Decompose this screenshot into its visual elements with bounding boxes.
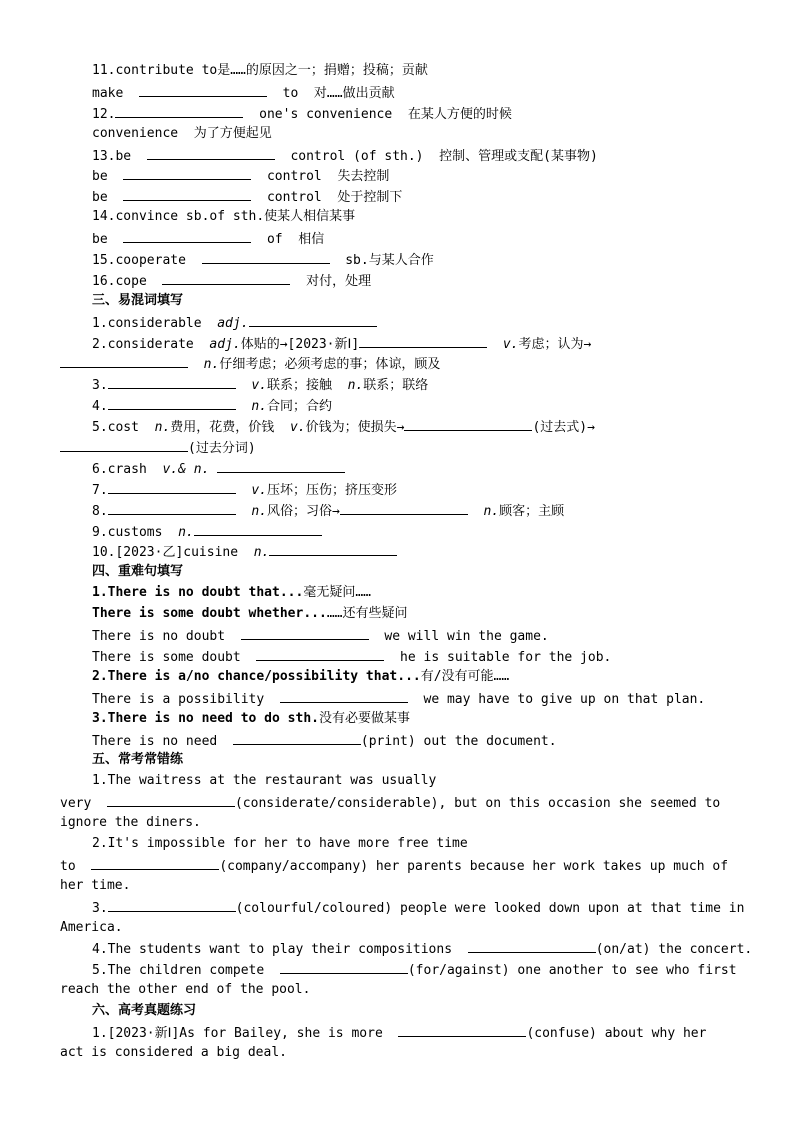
text: n. — [203, 357, 220, 373]
s5-q2-end — [60, 876, 736, 897]
fill-blank[interactable] — [108, 500, 236, 515]
text: (confuse) about why her — [526, 1025, 707, 1041]
section-heading: 四、重难句填写 — [92, 564, 184, 580]
fill-blank[interactable] — [108, 897, 236, 912]
item-13 — [60, 145, 736, 166]
text: 1.There is no doubt that... — [92, 585, 304, 601]
text: 3. — [92, 378, 108, 394]
fill-blank[interactable] — [194, 521, 322, 536]
text: There is no need — [92, 733, 218, 749]
s3-item-10 — [60, 541, 736, 562]
fill-blank[interactable] — [162, 270, 290, 285]
text: v. — [251, 482, 267, 498]
text: 2.There is a/no chance/possibility that... — [92, 668, 421, 684]
s6-q1-end — [60, 1043, 736, 1064]
text: n. — [154, 420, 171, 436]
text: control 处于控制下 — [266, 190, 403, 206]
text: v. — [502, 336, 519, 352]
s3-item-9 — [60, 521, 736, 542]
section-heading: 三、易混词填写 — [92, 292, 184, 308]
s3-item-3 — [60, 374, 736, 395]
fill-blank[interactable] — [107, 792, 235, 807]
text: (company/accompany) her parents because her work takes up much of — [219, 858, 729, 874]
text: 2.considerate — [92, 336, 194, 352]
text: 仔细考虑；必须考虑的事；体谅，顾及 — [219, 357, 441, 373]
s5-q3-end — [60, 918, 736, 939]
fill-blank[interactable] — [108, 395, 236, 410]
text: 风俗；习俗→ — [266, 503, 340, 519]
text: 2.It's impossible for her to have more free time — [92, 835, 468, 851]
text: 4. — [92, 399, 108, 415]
text: 10.[2023·乙]cuisine — [92, 545, 239, 561]
s3-item-2-cont — [60, 353, 736, 374]
text: 16.cope — [92, 273, 147, 289]
item-14-convinced — [60, 228, 736, 249]
section-heading: 六、高考真题练习 — [92, 1003, 197, 1019]
text: very — [60, 796, 92, 812]
text: sb.与某人合作 — [345, 253, 434, 269]
s4-sentence-1b — [60, 604, 736, 625]
text: 9.customs — [92, 524, 163, 540]
text: 12. — [92, 106, 116, 122]
text: 14.convince sb.of sth.使某人相信某事 — [92, 209, 356, 225]
fill-blank[interactable] — [115, 103, 243, 118]
text: 1.The waitress at the restaurant was usually — [92, 773, 437, 789]
worksheet-content — [60, 61, 753, 1064]
text: n. — [347, 378, 364, 394]
s4-example-3 — [60, 688, 736, 709]
s3-item-2 — [60, 333, 736, 354]
text: reach the other end of the pool. — [60, 982, 311, 998]
text: 价钱为；使损失→ — [305, 420, 405, 436]
text: (过去分词) — [188, 441, 256, 457]
text: control 失去控制 — [266, 169, 390, 185]
text: be — [92, 232, 108, 248]
text: 费用，花费，价钱 — [170, 420, 275, 436]
s5-q3 — [60, 897, 745, 918]
text: act is considered a big deal. — [60, 1044, 287, 1060]
section-heading: 五、常考常错练 — [92, 752, 184, 768]
text: adj. — [209, 336, 241, 352]
text: her time. — [60, 877, 131, 893]
text: control (of sth.) 控制、管理或支配(某事物) — [290, 148, 598, 164]
text: 6.crash — [92, 461, 147, 477]
text: v. — [251, 378, 267, 394]
fill-blank[interactable] — [359, 333, 487, 348]
text: 1.considerable — [92, 315, 202, 331]
text: 5.The children compete — [92, 963, 265, 979]
text: There is no doubt — [92, 629, 226, 645]
fill-blank[interactable] — [404, 416, 532, 431]
text: 7. — [92, 482, 108, 498]
fill-blank[interactable] — [108, 479, 236, 494]
text: to 对……做出贡献 — [282, 85, 395, 101]
text: v. — [289, 420, 306, 436]
text: 联系；接触 — [266, 378, 332, 394]
fill-blank[interactable] — [269, 541, 397, 556]
fill-blank[interactable] — [280, 959, 408, 974]
s6-q1 — [60, 1022, 736, 1043]
text: be — [92, 190, 108, 206]
fill-blank[interactable] — [123, 228, 251, 243]
fill-blank[interactable] — [241, 625, 369, 640]
text: 1.[2023·新Ⅰ]As for Bailey, she is more — [92, 1025, 383, 1041]
text: we may have to give up on that plan. — [423, 691, 706, 707]
text: n. — [251, 399, 267, 415]
text: n. — [483, 503, 500, 519]
fill-blank[interactable] — [202, 249, 330, 264]
item-13-under — [60, 186, 736, 207]
s5-q2-cont — [60, 855, 736, 876]
text: of 相信 — [266, 232, 325, 248]
s5-q5 — [60, 959, 736, 980]
text: 考虑；认为→ — [518, 336, 592, 352]
text: v.& n. — [162, 461, 210, 477]
s5-q1-end — [60, 813, 736, 834]
fill-blank[interactable] — [139, 82, 267, 97]
fill-blank[interactable] — [217, 458, 345, 473]
fill-blank[interactable] — [60, 437, 188, 452]
item-13-out — [60, 165, 736, 186]
fill-blank[interactable] — [233, 730, 361, 745]
text: 合同；合约 — [266, 399, 332, 415]
text: 没有必要做某事 — [318, 710, 410, 726]
text: 4.The students want to play their compositions — [92, 942, 453, 958]
text: ignore the diners. — [60, 815, 201, 831]
item-16 — [60, 270, 736, 291]
s4-example-4 — [60, 730, 736, 751]
item-11 — [60, 61, 736, 82]
text: ……还有些疑问 — [326, 606, 408, 622]
fill-blank[interactable] — [249, 312, 377, 327]
s3-item-7 — [60, 479, 736, 500]
fill-blank[interactable] — [60, 353, 188, 368]
text: we will win the game. — [384, 629, 549, 645]
text: There is some doubt whether... — [92, 606, 327, 622]
text: (print) out the document. — [360, 733, 557, 749]
text: (colourful/coloured) people were looked down upon at that time in — [235, 900, 745, 916]
s4-sentence-1 — [60, 583, 736, 604]
text: (on/at) the concert. — [595, 942, 753, 958]
text: to — [60, 858, 76, 874]
s5-q2 — [60, 834, 736, 855]
s5-q1 — [60, 771, 736, 792]
s3-item-1 — [60, 312, 736, 333]
text: 毫无疑问…… — [303, 585, 371, 601]
text: n. — [178, 524, 194, 540]
text: (过去式)→ — [532, 420, 595, 436]
text: (considerate/considerable), but on this occasion she seemed to — [234, 796, 721, 812]
fill-blank[interactable] — [147, 145, 275, 160]
text: 8. — [92, 503, 108, 519]
s3-item-8 — [60, 500, 736, 521]
item-11-make — [60, 82, 736, 103]
s3-item-6 — [60, 458, 736, 479]
text: make — [92, 85, 124, 101]
item-15 — [60, 249, 736, 270]
text: 有/没有可能…… — [420, 668, 510, 684]
text: n. — [251, 503, 267, 519]
s4-sentence-3 — [60, 709, 736, 730]
text: There is some doubt — [92, 649, 241, 665]
text: 5.cost — [92, 420, 139, 436]
text: be — [92, 169, 108, 185]
text: 压坏；压伤；挤压变形 — [266, 482, 397, 498]
item-11-text: 11.contribute to是……的原因之一；捐赠；投稿；贡献 — [92, 63, 428, 78]
text: 顾客；主顾 — [499, 503, 565, 519]
s3-item-5 — [60, 416, 736, 437]
text: There is a possibility — [92, 691, 265, 707]
s5-q5-end — [60, 980, 736, 1001]
text: n. — [253, 545, 270, 561]
text: America. — [60, 919, 123, 935]
text: 13.be — [92, 148, 132, 164]
s5-q1-cont — [60, 792, 736, 813]
fill-blank[interactable] — [340, 500, 468, 515]
fill-blank[interactable] — [398, 1022, 526, 1037]
s3-item-4 — [60, 395, 736, 416]
text: adj. — [217, 315, 249, 331]
fill-blank[interactable] — [256, 646, 384, 661]
text: 15.cooperate — [92, 253, 186, 269]
fill-blank[interactable] — [91, 855, 219, 870]
s4-sentence-2 — [60, 667, 736, 688]
text: 联系；联络 — [363, 378, 429, 394]
text: 3. — [92, 900, 108, 916]
item-12 — [60, 103, 736, 124]
fill-blank[interactable] — [108, 374, 236, 389]
fill-blank[interactable] — [280, 688, 408, 703]
text: convenience 为了方便起见 — [92, 125, 272, 141]
fill-blank[interactable] — [123, 186, 251, 201]
fill-blank[interactable] — [123, 165, 251, 180]
s4-example-2 — [60, 646, 736, 667]
item-14 — [60, 207, 736, 228]
s3-item-5-cont — [60, 437, 736, 458]
fill-blank[interactable] — [468, 938, 596, 953]
text: (for/against) one another to see who first — [407, 963, 737, 979]
s4-example-1 — [60, 625, 736, 646]
text: 对付，处理 — [306, 273, 372, 289]
text: one's convenience 在某人方便的时候 — [259, 106, 512, 122]
text: 3.There is no need to do sth. — [92, 710, 319, 726]
item-12-convenience — [60, 124, 736, 145]
s5-q4 — [60, 938, 753, 959]
text: he is suitable for the job. — [400, 649, 612, 665]
text: 体贴的→[2023·新Ⅰ] — [240, 336, 360, 352]
